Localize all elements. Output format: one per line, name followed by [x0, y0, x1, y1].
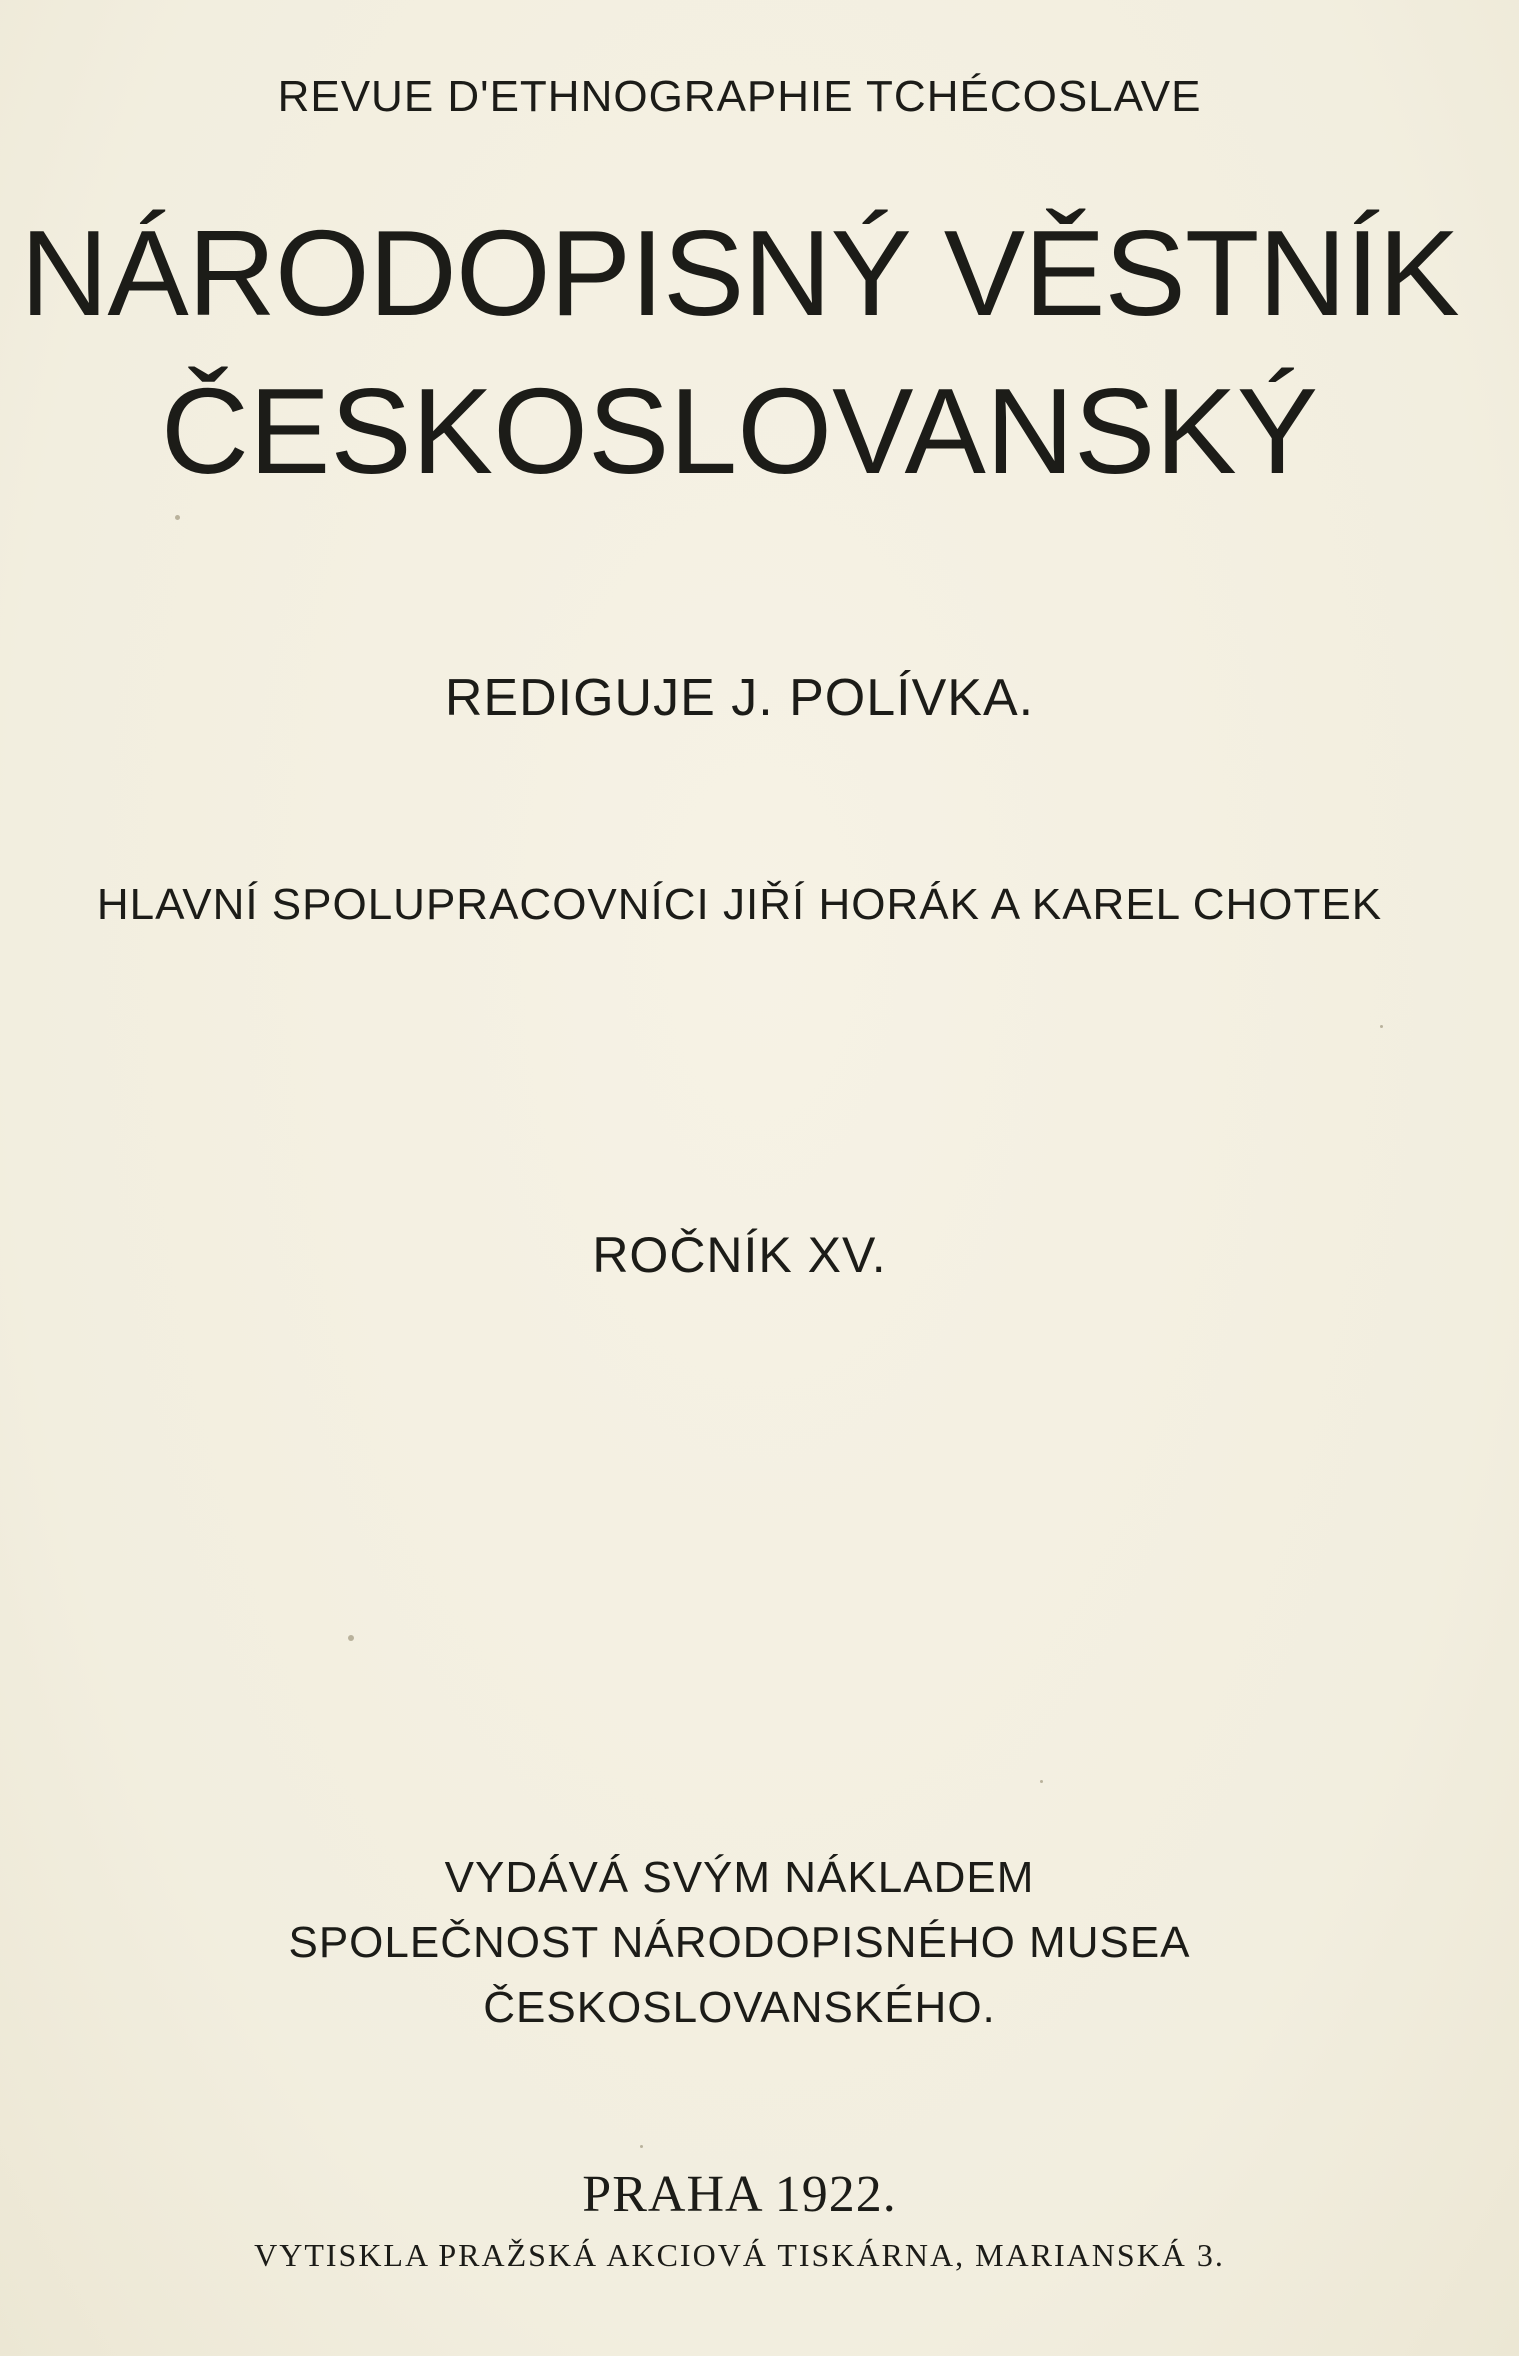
- paper-speck: [1380, 1025, 1383, 1028]
- editor-line: REDIGUJE J. POLÍVKA.: [444, 669, 1035, 727]
- paper-speck: [1040, 1780, 1043, 1783]
- collaborators-line: HLAVNÍ SPOLUPRACOVNÍCI JIŘÍ HORÁK A KAREL CHOTEK: [96, 880, 1383, 929]
- publisher-line-3: ČESKOSLOVANSKÉHO.: [483, 1983, 996, 2032]
- paper-speck: [175, 515, 180, 520]
- journal-subtitle: REVUE D'ETHNOGRAPHIE TCHÉCOSLAVE: [277, 72, 1202, 121]
- volume-line: ROČNÍK XV.: [592, 1227, 887, 1283]
- journal-title-line-2: ČESKOSLOVANSKÝ: [160, 363, 1319, 499]
- printer-line: VYTISKLA PRAŽSKÁ AKCIOVÁ TISKÁRNA, MARIANSKÁ 3.: [254, 2237, 1225, 2273]
- publisher-line-2: SPOLEČNOST NÁRODOPISNÉHO MUSEA: [288, 1918, 1191, 1967]
- publisher-line-1: VYDÁVÁ SVÝM NÁKLADEM: [444, 1853, 1035, 1902]
- place-year: PRAHA 1922.: [582, 2166, 897, 2223]
- journal-title-line-1: NÁRODOPISNÝ VĚSTNÍK: [20, 205, 1459, 341]
- paper-speck: [640, 2145, 643, 2148]
- paper-speck: [348, 1635, 354, 1641]
